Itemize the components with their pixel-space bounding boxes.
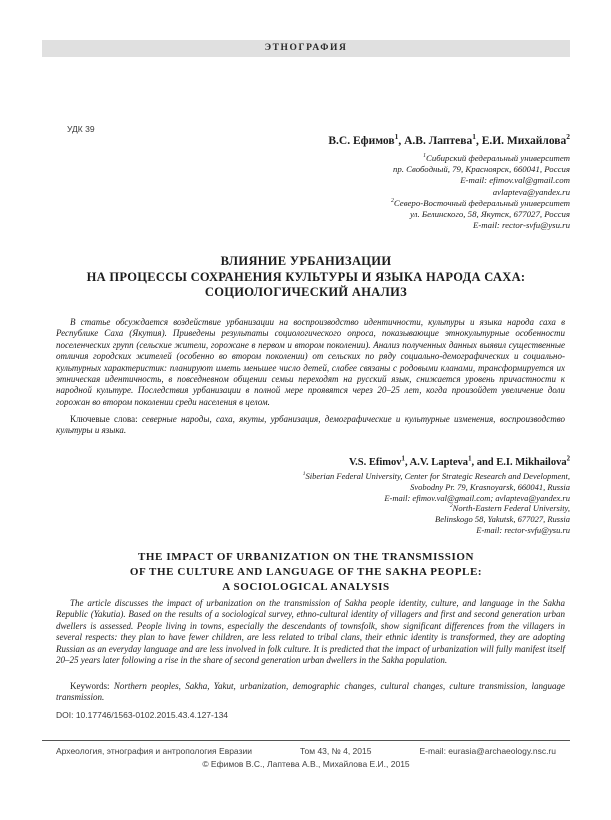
- doi-line: DOI: 10.17746/1563-0102.2015.43.4.127-134: [56, 710, 229, 720]
- udc-label: УДК 39: [67, 124, 95, 134]
- affiliation-line: [303, 514, 570, 525]
- author-en-1: V.S. Efimov: [348, 457, 402, 468]
- affiliation-line: [391, 220, 570, 231]
- author-ru-1: В.С. Ефимов: [328, 135, 395, 147]
- keywords-label-en: Keywords:: [70, 681, 110, 691]
- abstract-en: The article discusses the impact of urbanization on the transmission of Sakha people identity, culture, and language in the Sakha Republic (Yakutia). Based on the results of a sociological survey, ethno-cultural identity of villagers and first and second generation urban dwellers is assessed. People living in towns, especially the descendants of townsfolk, show significant differences from the villagers in several respects: they plan to have fewer children, are less related to tribal clans, their ethnic identity is transformed, they are adopting Russian as an everyday language and are less involved in folk culture. It is predicted that the impact of urbanization will fully manifest itself 20–25 years later following a rise in the share of second generation urban dwellers in the Sakha population.: [56, 598, 565, 666]
- affiliation-block-en: [303, 471, 570, 536]
- title-line: THE IMPACT OF URBANIZATION ON THE TRANSMISSION: [137, 551, 475, 563]
- keywords-label-ru: Ключевые слова:: [70, 414, 138, 424]
- email-text: E-mail: rector-svfu@ysu.ru: [472, 220, 570, 231]
- author-ru-3: , Е.И. Михайлова: [475, 135, 567, 147]
- affiliation-line: [303, 471, 570, 482]
- affil-text: North-Eastern Federal University,: [452, 503, 570, 514]
- affil-mark: 2: [391, 197, 394, 204]
- journal-issue: Том 43, № 4, 2015: [299, 746, 372, 756]
- affiliation-line: [303, 493, 570, 504]
- journal-email: E-mail: eurasia@archaeology.nsc.ru: [419, 746, 556, 756]
- article-title-en: [42, 550, 570, 595]
- authors-en: [349, 457, 570, 468]
- affiliation-line: [303, 482, 570, 493]
- page-footer: [42, 740, 570, 769]
- affil-text: Belinskogo 58, Yakutsk, 677027, Russia: [435, 514, 570, 525]
- author-en-2-affil-mark: 1: [468, 455, 472, 463]
- author-en-3: , and E.I. Mikhailova: [471, 457, 567, 468]
- affiliation-line: [391, 164, 570, 175]
- author-en-2: , A.V. Lapteva: [404, 457, 469, 468]
- footer-journal-line: [42, 746, 570, 756]
- title-line: A SOCIOLOGICAL ANALYSIS: [222, 581, 390, 593]
- title-line: OF THE CULTURE AND LANGUAGE OF THE SAKHA PEOPLE:: [129, 566, 483, 578]
- email-text: E-mail: efimov.val@gmail.com; avlapteva@yandex.ru: [384, 492, 570, 503]
- author-en-3-affil-mark: 2: [566, 455, 570, 463]
- abstract-ru: В статье обсуждается воздействие урбанизации на воспроизводство идентичности, культуры и языка народа саха в Республике Саха (Якутия). Приведены результаты социологического опроса, показывающие этнокультурные особенности поселенческих групп (сельские жители, горожане в первом и втором поколении). Анализ полученных данных выявил существенные отличия городских жителей (особенно во втором поколении) от сельских по ряду социально-демографических и социально-культурных характеристик: планируют иметь меньшее число детей, слабее связаны с родовыми кланами, трансформируется их этническая идентичность, в повседневном общении семьи переходят на русский язык, снижается уровень причастности к народной культуре. Последствия урбанизации в полной мере проявятся через 20–25 лет, когда произойдет увеличение доли горожан во втором поколении среди населения в целом.: [56, 317, 565, 407]
- affiliation-line: [391, 153, 570, 164]
- article-title-ru: [42, 254, 570, 301]
- copyright-line: © Ефимов В.С., Лаптева А.В., Михайлова Е.И., 2015: [202, 759, 410, 769]
- title-line: ВЛИЯНИЕ УРБАНИЗАЦИИ: [220, 254, 392, 268]
- affil-text: ул. Белинского, 58, Якутск, 677027, Россия: [410, 209, 570, 220]
- author-en-1-affil-mark: 1: [401, 455, 405, 463]
- keywords-list-en: Northern peoples, Sakha, Yakut, urbanization, demographic changes, cultural changes, culture transmission, language transmission.: [56, 681, 565, 703]
- affil-mark: 2: [449, 503, 453, 510]
- affil-text: Svobodny Pr. 79, Krasnoyarsk, 660041, Russia: [410, 481, 570, 492]
- affiliation-line: [391, 175, 570, 186]
- affiliation-line: [303, 503, 570, 514]
- email-text: E-mail: rector-svfu@ysu.ru: [476, 524, 570, 535]
- affil-mark: 1: [423, 153, 426, 160]
- author-ru-3-affil-mark: 2: [566, 132, 570, 142]
- affil-text: Siberian Federal University, Center for Strategic Research and Development,: [305, 471, 570, 481]
- author-ru-2-affil-mark: 1: [472, 132, 476, 142]
- affil-text: Северо-Восточный федеральный университет: [393, 197, 570, 208]
- title-line: СОЦИОЛОГИЧЕСКИЙ АНАЛИЗ: [204, 285, 408, 299]
- affiliation-line: [391, 187, 570, 198]
- authors-ru: [328, 132, 570, 147]
- affil-text: Сибирский федеральный университет: [425, 153, 570, 163]
- author-ru-2: , А.В. Лаптева: [398, 135, 473, 147]
- affiliation-line: [391, 198, 570, 209]
- title-line: НА ПРОЦЕССЫ СОХРАНЕНИЯ КУЛЬТУРЫ И ЯЗЫКА НАРОДА САХА:: [86, 269, 526, 284]
- footer-divider: [42, 740, 570, 741]
- keywords-list-ru: северные народы, саха, якуты, урбанизация, демографические и культурные изменения, воспроизводство культуры и языка.: [56, 414, 566, 436]
- affil-mark: 1: [302, 471, 306, 478]
- author-ru-1-affil-mark: 1: [394, 132, 399, 142]
- section-banner: ЭТНОГРАФИЯ: [42, 40, 570, 57]
- keywords-ru: [56, 414, 565, 437]
- keywords-en: [56, 681, 565, 704]
- email-text: E-mail: efimov.val@gmail.com: [460, 175, 570, 186]
- affil-text: пр. Свободный, 79, Красноярск, 660041, Россия: [392, 164, 570, 175]
- affiliation-line: [303, 525, 570, 536]
- email-text: avlapteva@yandex.ru: [492, 186, 570, 197]
- affiliation-block-ru: [391, 153, 570, 231]
- journal-name: Археология, этнография и антропология Евразии: [56, 746, 252, 756]
- affiliation-line: [391, 209, 570, 220]
